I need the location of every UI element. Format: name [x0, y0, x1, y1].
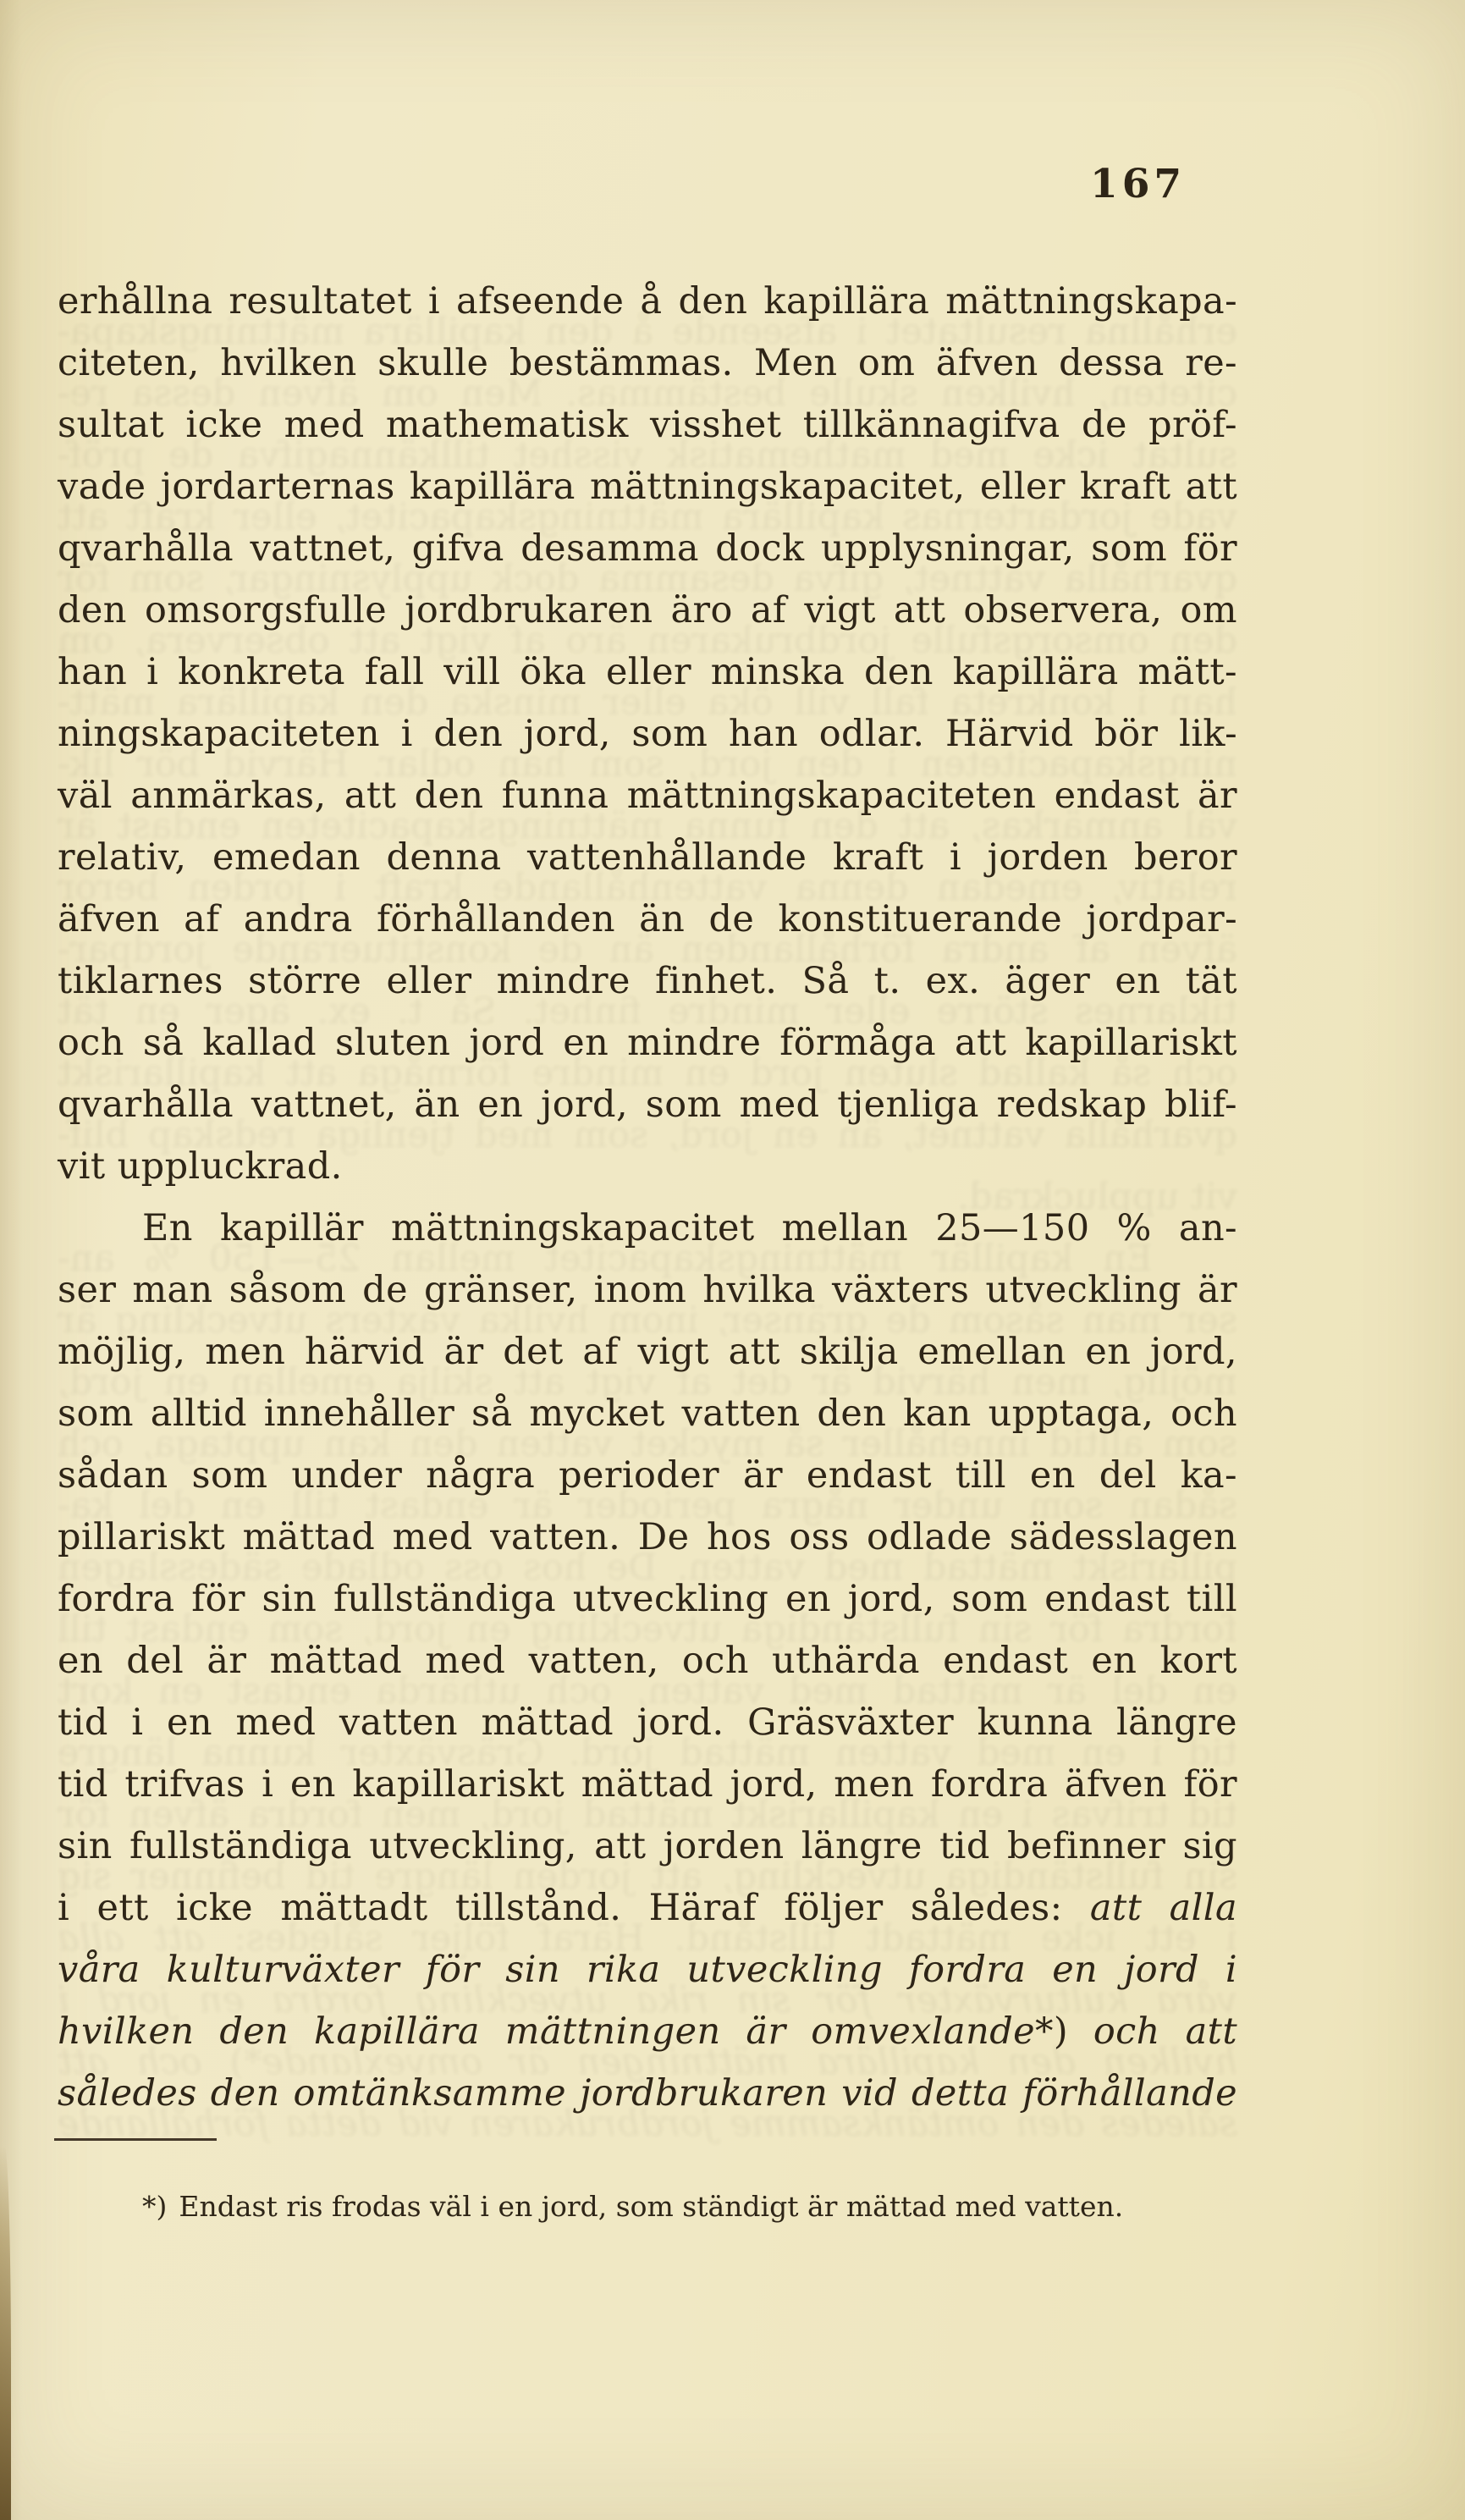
- page-number: 167: [1090, 161, 1187, 207]
- text-line: i ett icke mättadt tillstånd. Häraf följer således: att alla: [58, 1887, 1237, 1929]
- text-line: sin fullständiga utveckling, att jorden längre tid befinner sig: [58, 1825, 1237, 1867]
- text-line: vit uppluckrad.: [58, 1145, 343, 1188]
- body-text: [58, 271, 1237, 2125]
- text-line: väl anmärkas, att den funna mättningskapaciteten endast är: [58, 775, 1237, 817]
- text-line: relativ, emedan denna vattenhållande kraft i jorden beror: [58, 836, 1237, 879]
- text-line: han i konkreta fall vill öka eller minska den kapillära mätt-: [58, 651, 1237, 693]
- text-line: och så kallad sluten jord en mindre förmåga att kapillariskt: [58, 1022, 1237, 1064]
- text-line: som alltid innehåller så mycket vatten den kan upptaga, och: [58, 1392, 1237, 1435]
- text-line: tid i en med vatten mättad jord. Gräsväxter kunna längre: [58, 1701, 1237, 1744]
- footnote-marker: *): [142, 2190, 168, 2223]
- text-line: våra kulturväxter för sin rika utveckling fordra en jord i: [58, 1949, 1237, 1991]
- text-line: tiklarnes större eller mindre finhet. Så t. ex. äger en tät: [58, 960, 1237, 1002]
- text-line: En kapillär mättningskapacitet mellan 25—150 % an-: [142, 1207, 1237, 1249]
- text-line: fordra för sin fullständiga utveckling en jord, som endast till: [58, 1578, 1237, 1620]
- text-line: sultat icke med mathematisk visshet tillkännagifva de pröf-: [58, 404, 1237, 446]
- footnote: [58, 2188, 1237, 2225]
- text-line: en del är mättad med vatten, och uthärda endast en kort: [58, 1640, 1237, 1682]
- text-line: erhållna resultatet i afseende å den kapillära mättningskapa-: [58, 280, 1237, 323]
- footnote-separator: [54, 2138, 217, 2141]
- page-gutter-shading: [0, 0, 22, 2520]
- text-line: ningskapaciteten i den jord, som han odlar. Härvid bör lik-: [58, 713, 1237, 755]
- text-line: qvarhålla vattnet, gifva desamma dock upplysningar, som för: [58, 527, 1237, 570]
- text-line: sådan som under några perioder är endast till en del ka-: [58, 1454, 1237, 1497]
- footnote-text: Endast ris frodas väl i en jord, som ständigt är mättad med vatten.: [179, 2190, 1124, 2223]
- text-line: således den omtänksamme jordbrukaren vid detta förhållande: [58, 2072, 1237, 2115]
- text-line: ser man såsom de gränser, inom hvilka växters utveckling är: [58, 1269, 1237, 1311]
- text-line: den omsorgsfulle jordbrukaren äro af vigt att observera, om: [58, 589, 1237, 631]
- show-through-ghost: erhållna resultatet i afseende å den kapillära mättningskapa- citeten, hvilken skulle bestämmas. Men om äfven dessa re- sultat icke med mathematisk visshet tillkännagifva de pröf- vade jordarternas kapillära mättningskapacitet, eller kraft att qvarhålla vattnet, gifva desamma dock upplysningar, som för den omsorgsfulle jordbrukaren äro af vigt att observera, om han i konkreta fall vill öka eller minska den kapillära mätt- ningskapaciteten i den jord, som han odlar. Härvid bör lik- väl anmärkas, att den funna mättningskapaciteten endast är relativ, emedan denna vattenhållande kraft i jorden beror äfven af andra förhållanden än de konstituerande jordpar- tiklarnes större eller mindre finhet. Så t. ex. äger en tät och så kallad sluten jord en mindre förmåga att kapillariskt qvarhålla vattnet, än en jord, som med tjenliga redskap blif- vit uppluckrad. En kapillär mättningskapacitet mellan 25—150 % an- ser man såsom de gränser, inom hvilka växters utveckling är möjlig, men härvid är det af vigt att skilja emellan en jord, som alltid innehåller så mycket vatten den kan upptaga, och sådan som under några perioder är endast till en del ka- pillariskt mättad med vatten. De hos oss odlade sädesslagen fordra för sin fullständiga utveckling en jord, som endast till en del är mättad med vatten, och uthärda endast en kort tid i en med vatten mättad jord. Gräsväxter kunna längre tid trifvas i en kapillariskt mättad jord, men fordra äfven för sin fullständiga utveckling, att jorden längre tid befinner sig i ett icke mättadt tillstånd. Häraf följer således: att alla våra kulturväxter för sin rika utveckling fordra en jord i hvilken den kapillära mättningen är omvexlande*) och att således den omtänksamme jordbrukaren vid detta förhållande: [58, 311, 1237, 2145]
- text-line: vade jordarternas kapillära mättningskapacitet, eller kraft att: [58, 466, 1237, 508]
- text-line: hvilken den kapillära mättningen är omvexlande*) och att: [58, 2010, 1237, 2053]
- text-line: möjlig, men härvid är det af vigt att skilja emellan en jord,: [58, 1331, 1237, 1373]
- text-line: äfven af andra förhållanden än de konstituerande jordpar-: [58, 898, 1237, 940]
- text-line: citeten, hvilken skulle bestämmas. Men om äfven dessa re-: [58, 342, 1237, 384]
- text-line: qvarhålla vattnet, än en jord, som med tjenliga redskap blif-: [58, 1084, 1237, 1126]
- text-line: tid trifvas i en kapillariskt mättad jord, men fordra äfven för: [58, 1763, 1237, 1806]
- text-line: pillariskt mättad med vatten. De hos oss odlade sädesslagen: [58, 1516, 1237, 1558]
